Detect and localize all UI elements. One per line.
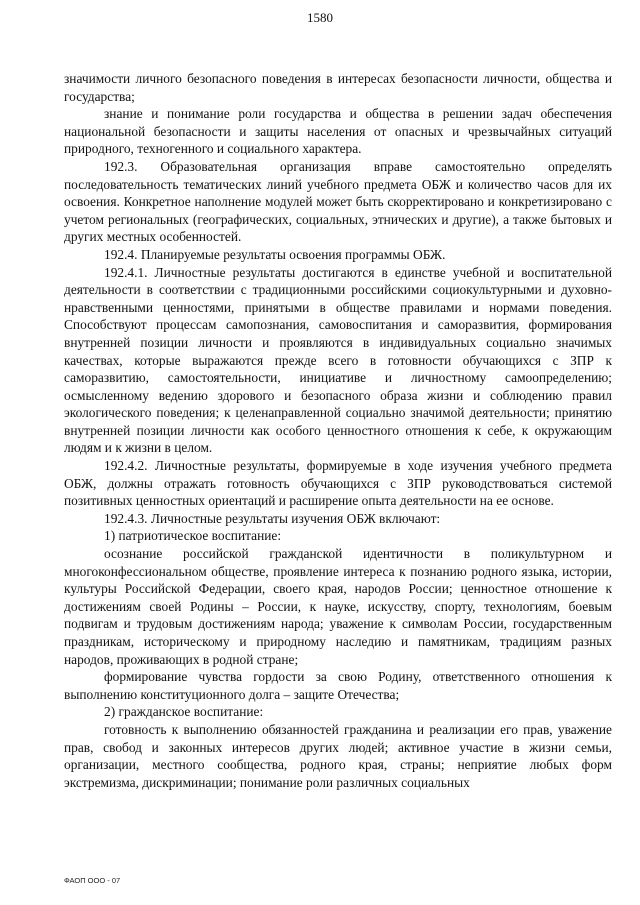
paragraph: 192.4.3. Личностные результаты изучения ОБЖ включают:: [104, 510, 441, 526]
list-heading: 2) гражданское воспитание:: [104, 704, 264, 720]
paragraph: 192.4.1. Личностные результаты достигаются в единстве учебной и воспитательной деятельности в соответствии с традиционными российскими социокультурными и духовно-нравственными ценностями, принятыми в обществе правилами и нормами поведения. Способствуют процессам самопознания, самовоспитания и саморазвития, формирования внутренней позиции личности и проявляются в индивидуальных социально значимых качествах, которые выражаются прежде всего в готовности обучающихся с ЗПР к саморазвитию, самостоятельности, инициативе и личностному самоопределению; осмысленному ведению здорового и безопасного образа жизни и соблюдению правил экологического поведения; к целенаправленной социально значимой деятельности; принятию внутренней позиции личности как особого ценностного отношения к себе, к окружающим людям и к жизни в целом.: [64, 264, 612, 456]
paragraph: значимости личного безопасного поведения в интересах безопасности личности, общества и государства;: [64, 71, 612, 104]
section-heading: 192.4. Планируемые результаты освоения программы ОБЖ.: [104, 246, 446, 262]
paragraph: 192.4.2. Личностные результаты, формируемые в ходе изучения учебного предмета ОБЖ, должны отражать готовность обучающихся с ЗПР руководствоваться системой позитивных ценностных ориентаций и расширение опыта деятельности на ее основе.: [64, 458, 612, 509]
paragraph: 192.3. Образовательная организация вправе самостоятельно определять последовательность тематических линий учебного предмета ОБЖ и количество часов для их освоения. Конкретное наполнение модулей может быть скорректировано и конкретизировано с учетом региональных (географических, социальных, этнических и другие), а также бытовых и других местных особенностей.: [64, 158, 612, 245]
list-heading: 1) патриотическое воспитание:: [104, 528, 282, 544]
document-body: [64, 70, 612, 791]
footer-code: ФАОП ООО - 07: [64, 876, 121, 885]
paragraph: знание и понимание роли государства и общества в решении задач обеспечения национальной безопасности и защиты населения от опасных и чрезвычайных ситуаций природного, техногенного и социального характера.: [64, 106, 612, 157]
page-number: 1580: [307, 10, 333, 25]
paragraph: формирование чувства гордости за свою Родину, ответственного отношения к выполнению конституционного долга – защите Отечества;: [64, 669, 612, 702]
paragraph: осознание российской гражданской идентичности в поликультурном и многоконфессиональном обществе, проявление интереса к познанию родного языка, истории, культуры Российской Федерации, своего края, народов России; ценностное отношение к достижениям своей Родины – России, к науке, искусству, спорту, технологиям, боевым подвигам и трудовым достижениям народа; уважение к символам России, государственным праздникам, историческому и природному наследию и памятникам, традициям разных народов, проживающих в родной стране;: [64, 546, 612, 667]
paragraph: готовность к выполнению обязанностей гражданина и реализации его прав, уважение прав, свобод и законных интересов других людей; активное участие в жизни семьи, организации, местного сообщества, родного края, страны; неприятие любых форм экстремизма, дискриминации; понимание роли различных социальных: [64, 721, 612, 790]
